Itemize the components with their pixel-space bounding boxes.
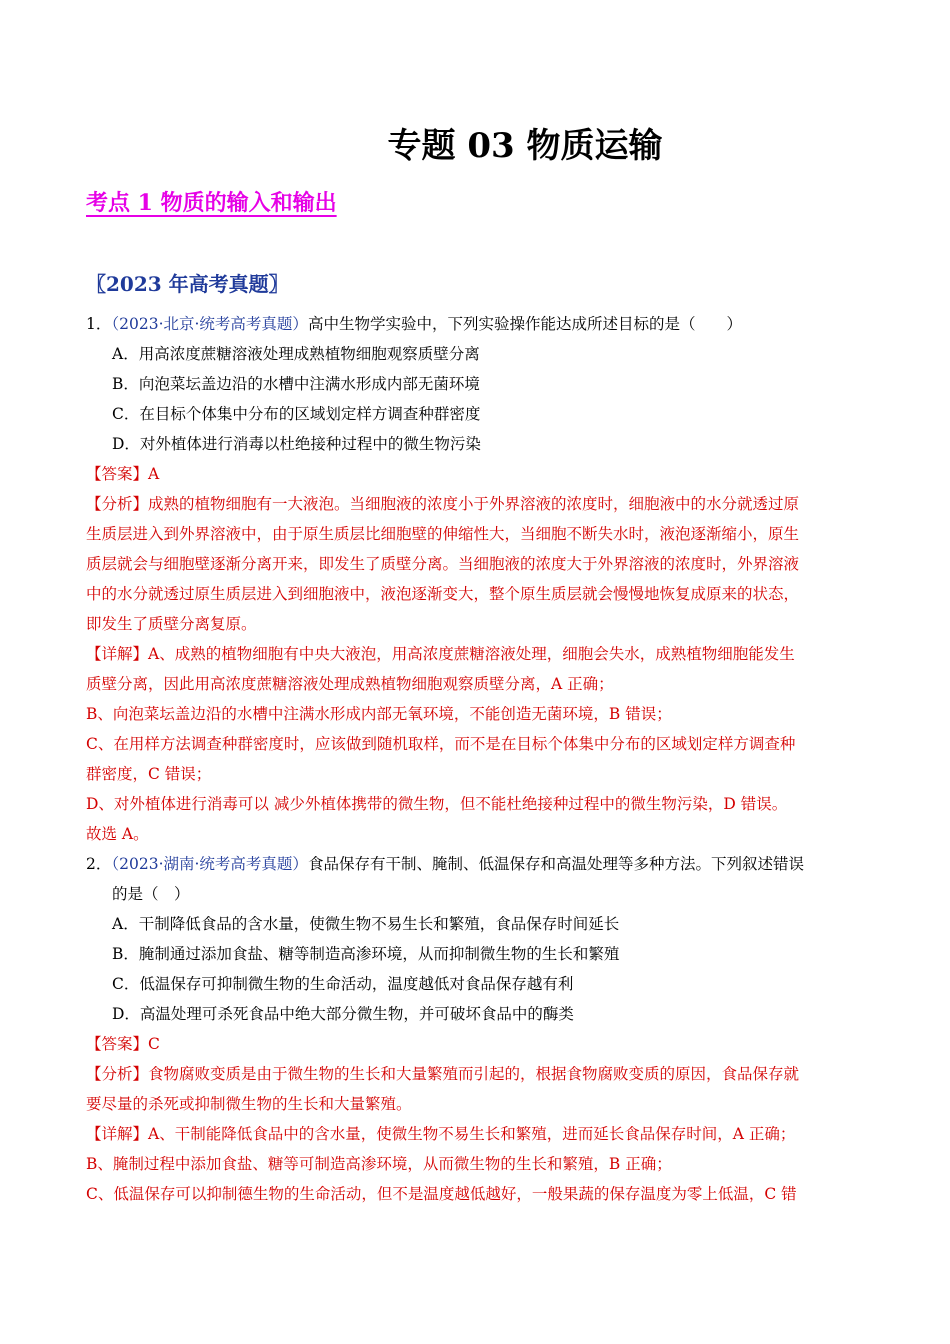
analysis-line: 中的水分就透过原生质层进入到细胞液中，液泡逐渐变大，整个原生质层就会慢慢地恢复成原来的状态， [86,585,800,603]
analysis-line: 生质层进入到外界溶液中，由于原生质层比细胞壁的伸缩性大，当细胞不断失水时，液泡逐渐缩小，原生 [86,525,800,543]
option-a: A．用高浓度蔗糖溶液处理成熟植物细胞观察质壁分离 [112,345,480,363]
detail-line: B、向泡菜坛盖边沿的水槽中注满水形成内部无氧环境，不能创造无菌环境，B 错误； [86,705,672,723]
question-text-continued: 的是（ ） [112,885,190,903]
analysis-line: 【分析】食物腐败变质是由于微生物的生长和大量繁殖而引起的，根据食物腐败变质的原因，食品保存就 [86,1065,800,1083]
analysis-line: 要尽量的杀死或抑制微生物的生长和大量繁殖。 [86,1095,412,1113]
option-d: D．高温处理可杀死食品中绝大部分微生物，并可破坏食品中的酶类 [112,1005,574,1023]
section-heading-text: 考点 1 物质的输入和输出 [86,190,337,216]
answer: 【答案】C [86,1035,160,1053]
detail-line: 故选 A。 [86,825,149,843]
question-source: （2023·湖南·统考高考真题） [111,855,308,873]
option-c: C．低温保存可抑制微生物的生命活动，温度越低对食品保存越有利 [112,975,574,993]
option-a: A．干制降低食品的含水量，使微生物不易生长和繁殖，食品保存时间延长 [112,915,620,933]
question-1-stem [86,309,862,339]
year-heading: 〖2023 年高考真题〗 [86,272,289,296]
analysis-line: 即发生了质壁分离复原。 [86,615,257,633]
detail-line: D、对外植体进行消毒可以 减少外植体携带的微生物，但不能杜绝接种过程中的微生物污染，D 错误。 [86,795,788,813]
question-content [86,309,862,1209]
detail-line: 群密度，C 错误； [86,765,212,783]
analysis-line: 【分析】成熟的植物细胞有一大液泡。当细胞液的浓度小于外界溶液的浓度时，细胞液中的水分就透过原 [86,495,800,513]
analysis-line: 质层就会与细胞壁逐渐分离开来，即发生了质壁分离。当细胞液的浓度大于外界溶液的浓度时，外界溶液 [86,555,800,573]
section-heading [86,186,359,217]
option-b: B．向泡菜坛盖边沿的水槽中注满水形成内部无菌环境 [112,375,480,393]
detail-line: C、在用样方法调查种群密度时，应该做到随机取样，而不是在目标个体集中分布的区域划定样方调查种 [86,735,796,753]
detail-line: 【详解】A、干制能降低食品中的含水量，使微生物不易生长和繁殖，进而延长食品保存时间，A 正确； [86,1125,796,1143]
question-text: 高中生物学实验中，下列实验操作能达成所述目标的是（ ） [307,315,742,333]
option-c: C．在目标个体集中分布的区域划定样方调查种群密度 [112,405,481,423]
detail-line: B、腌制过程中添加食盐、糖等可制造高渗环境，从而微生物的生长和繁殖，B 正确； [86,1155,672,1173]
question-2-stem [86,849,862,879]
answer: 【答案】A [86,465,160,483]
option-b: B．腌制通过添加食盐、糖等制造高渗环境，从而抑制微生物的生长和繁殖 [112,945,620,963]
question-number: 1． [86,315,112,333]
detail-line: 质壁分离，因此用高浓度蔗糖溶液处理成熟植物细胞观察质壁分离，A 正确； [86,675,614,693]
question-text: 食品保存有干制、腌制、低温保存和高温处理等多种方法。下列叙述错误 [307,855,804,873]
question-source: （2023·北京·统考高考真题） [111,315,308,333]
detail-line: 【详解】A、成熟的植物细胞有中央大液泡，用高浓度蔗糖溶液处理，细胞会失水，成熟植物细胞能发生 [86,645,795,663]
question-number: 2． [86,855,112,873]
detail-line: C、低温保存可以抑制德生物的生命活动，但不是温度越低越好，一般果蔬的保存温度为零上低温，C 错 [86,1185,797,1203]
option-d: D．对外植体进行消毒以杜绝接种过程中的微生物污染 [112,435,481,453]
page-title: 专题 03 物质运输 [387,126,663,166]
